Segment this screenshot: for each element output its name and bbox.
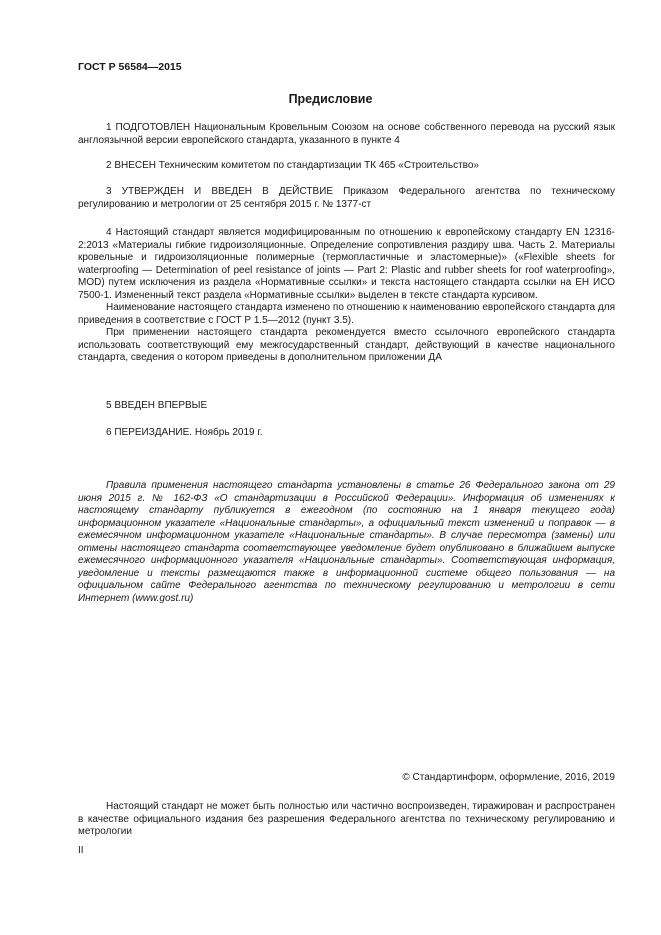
section-1-text: 1 ПОДГОТОВЛЕН Национальным Кровельным Союзом на основе собственного перевода на русский язык англоязычной версии европейского стандарта, указанного в пункте 4 — [78, 122, 615, 146]
preface-title: Предисловие — [288, 92, 373, 106]
section-6-text: 6 ПЕРЕИЗДАНИЕ. Ноябрь 2019 г. — [106, 427, 263, 438]
reproduction-notice — [78, 801, 615, 839]
application-rules-text: Правила применения настоящего стандарта установлены в статье 26 Федерального закона от 29 июня 2015 г. № 162-ФЗ «О стандартизации в Российской Федерации». Информация об изменениях к настоящему стандарту публикуется в ежегодном (по состоянию на 1 января текущего года) информационном указателе «Национальные стандарты», а официальный текст изменений и поправок — в ежемесячном информационном указателе «Национальные стандарты». В случае пересмотра (замены) или отмены настоящего стандарта соответствующее уведомление будет опубликовано в ближайшем выпуске ежемесячного информационного указателя «Национальные стандарты». Соответствующая информация, уведомление и тексты размещаются также в информационной системе общего пользования — на официальном сайте Федерального агентства по техническому регулированию и метрологии в сети Интернет (www.gost.ru) — [78, 480, 615, 604]
section-3 — [78, 186, 615, 211]
section-5 — [78, 400, 615, 413]
application-rules-notice — [78, 480, 615, 605]
section-6 — [78, 427, 615, 440]
section-3-text: 3 УТВЕРЖДЕН И ВВЕДЕН В ДЕЙСТВИЕ Приказом Федерального агентства по техническому регулированию и метрологии от 25 сентября 2015 г. № 1377-ст — [78, 186, 615, 210]
section-5-text: 5 ВВЕДЕН ВПЕРВЫЕ — [106, 400, 208, 411]
page-number: II — [78, 845, 84, 856]
section-1 — [78, 122, 615, 147]
section-4-paragraph-1: 4 Настоящий стандарт является модифицированным по отношению к европейскому стандарту EN 12316-2:2013 «Материалы гибкие гидроизоляционные. Определение сопротивления раздиру шва. Часть 2. Материалы кровельные и гидроизоляционные полимерные (термопластичные и эластомерные)» («Flexible sheets for waterproofing — Determination of peel resistance of joints — Part 2: Plastic and rubber sheets for roof waterproofing», MOD) путем исключения из раздела «Нормативные ссылки» и текста настоящего стандарта ссылки на ЕН ИСО 7500-1. Измененный текст раздела «Нормативные ссылки» выделен в тексте стандарта курсивом. — [78, 227, 615, 301]
reproduction-notice-text: Настоящий стандарт не может быть полностью или частично воспроизведен, тиражирован и распространен в качестве официального издания без разрешения Федерального агентства по техническому регулированию и метрологии — [78, 801, 615, 837]
section-4-paragraph-2: Наименование настоящего стандарта изменено по отношению к наименованию европейского стандарта для приведения в соответствие с ГОСТ Р 1.5—2012 (пункт 3.5). — [78, 302, 615, 326]
section-2 — [78, 160, 615, 173]
section-4-paragraph-3: При применении настоящего стандарта рекомендуется вместо ссылочного европейского стандарта использовать соответствующий ему межгосударственный стандарт, действующий в качестве национального стандарта, сведения о котором приведены в дополнительном приложении ДА — [78, 327, 615, 363]
section-2-text: 2 ВНЕСЕН Техническим комитетом по стандартизации ТК 465 «Строительство» — [106, 160, 479, 171]
copyright-line: © Стандартинформ, оформление, 2016, 2019 — [402, 772, 615, 783]
standard-id-header: ГОСТ Р 56584—2015 — [78, 61, 182, 73]
section-4 — [78, 227, 615, 365]
